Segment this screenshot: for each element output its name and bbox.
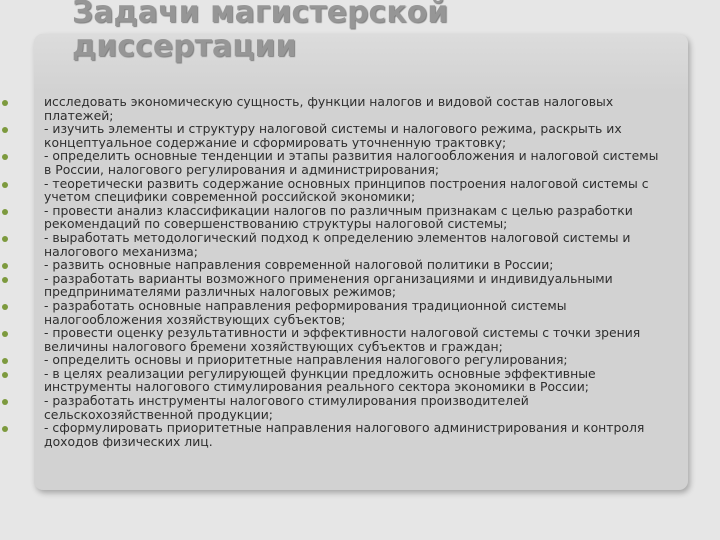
task-list-item bbox=[0, 95, 720, 122]
bullet-icon bbox=[2, 263, 8, 269]
slide-title bbox=[72, 0, 448, 64]
task-list-item bbox=[0, 149, 720, 176]
task-text-line: учетом специфики современной российской экономики; bbox=[44, 189, 416, 204]
task-list bbox=[0, 95, 720, 448]
task-text-line: - изучить элементы и структуру налоговой системы и налогового режима, раскрыть их bbox=[44, 122, 622, 137]
bullet-icon bbox=[2, 399, 8, 405]
task-text-line: величины налогового бремени хозяйствующих субъектов и граждан; bbox=[44, 338, 503, 354]
bullet-icon bbox=[2, 304, 8, 310]
bullet-icon bbox=[2, 277, 8, 283]
bullet-icon bbox=[2, 426, 8, 432]
task-text-line: - теоретически развить содержание основных принципов построения налоговой системы с bbox=[44, 176, 649, 191]
task-list-item bbox=[0, 231, 720, 258]
task-list-item bbox=[0, 204, 720, 231]
bullet-icon bbox=[2, 331, 8, 337]
task-text-line: предпринимателями различных налоговых режимов; bbox=[44, 284, 397, 299]
task-list-item bbox=[0, 367, 720, 394]
bullet-icon bbox=[2, 209, 8, 215]
task-list-item bbox=[0, 122, 720, 149]
task-text-line: платежей; bbox=[44, 107, 114, 123]
bullet-icon bbox=[2, 127, 8, 133]
task-list-item bbox=[0, 421, 720, 448]
task-text-line: - развить основные направления современной налоговой политики в России; bbox=[44, 258, 554, 272]
task-text-line: - выработать методологический подход к определению элементов налоговой системы и bbox=[44, 230, 631, 245]
bullet-icon bbox=[2, 236, 8, 242]
task-text-line: рекомендаций по совершенствованию структуры налоговой системы; bbox=[44, 216, 508, 231]
bullet-icon bbox=[2, 100, 8, 106]
task-text-line: - разработать основные направления реформирования традиционной системы bbox=[44, 298, 567, 313]
task-text-line: - в целях реализации регулирующей функции предложить основные эффективные bbox=[44, 366, 596, 381]
task-text-line: налогообложения хозяйствующих субъектов; bbox=[44, 311, 346, 327]
task-text-line: исследовать экономическую сущность, функции налогов и видовой состав налоговых bbox=[44, 95, 614, 109]
bullet-icon bbox=[2, 182, 8, 188]
task-list-item bbox=[0, 258, 720, 272]
task-text-line: - провести оценку результативности и эффективности налоговой системы с точки зрения bbox=[44, 326, 641, 341]
task-list-item bbox=[0, 353, 720, 367]
task-list-item bbox=[0, 177, 720, 204]
task-text-line: - определить основные тенденции и этапы развития налогообложения и налоговой системы bbox=[44, 149, 659, 164]
bullet-icon bbox=[2, 358, 8, 364]
task-list-item bbox=[0, 326, 720, 353]
task-text-line: налогового механизма; bbox=[44, 243, 198, 259]
task-text-line: - сформулировать приоритетные направления налогового администрирования и контроля bbox=[44, 421, 645, 436]
task-list-item bbox=[0, 299, 720, 326]
task-text-line: - разработать инструменты налогового стимулирования производителей bbox=[44, 394, 529, 409]
task-text-line: - разработать варианты возможного применения организациями и индивидуальными bbox=[44, 271, 613, 286]
task-text-line: - провести анализ классификации налогов по различным признакам с целью разработки bbox=[44, 203, 633, 218]
task-text-line: - определить основы и приоритетные направления налогового регулирования; bbox=[44, 353, 568, 367]
bullet-icon bbox=[2, 372, 8, 378]
slide-title-line-2: диссертации bbox=[72, 29, 297, 64]
bullet-icon bbox=[2, 154, 8, 160]
task-text-line: сельскохозяйственной продукции; bbox=[44, 406, 273, 422]
task-list-item bbox=[0, 272, 720, 299]
task-text-line: инструменты налогового стимулирования реального сектора экономики в России; bbox=[44, 379, 589, 395]
task-text-line: доходов физических лиц. bbox=[44, 433, 213, 449]
slide-title-line-1: Задачи магистерской bbox=[72, 0, 449, 30]
task-list-item bbox=[0, 394, 720, 421]
task-text-line: концептуальное содержание и сформировать уточненную трактовку; bbox=[44, 134, 507, 150]
task-text-line: в России, налогового регулирования и администрирования; bbox=[44, 161, 440, 177]
